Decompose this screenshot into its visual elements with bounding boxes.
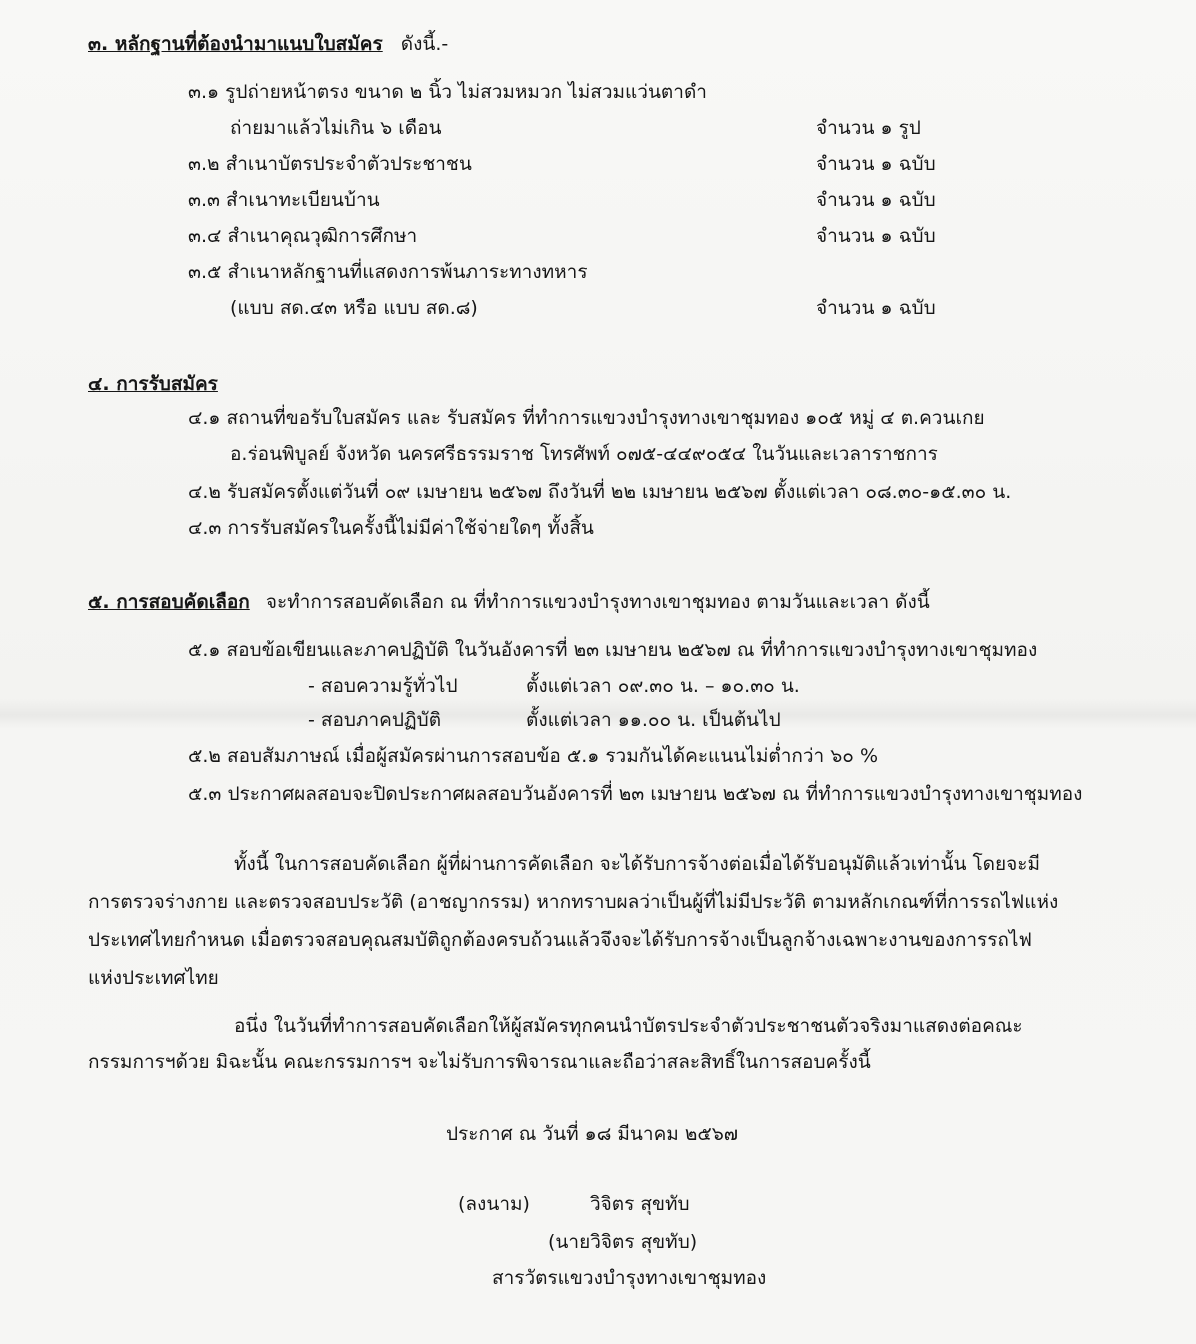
doc-item: ๓.๒ สำเนาบัตรประจำตัวประชาชน	[188, 153, 472, 175]
section5-line: ๕.๒ สอบสัมภาษณ์ เมื่อผู้สมัครผ่านการสอบข้อ ๕.๑ รวมกันได้คะแนนไม่ต่ำกว่า ๖๐ %	[188, 745, 878, 767]
doc-item: ๓.๓ สำเนาทะเบียนบ้าน	[188, 189, 380, 211]
paragraph-line: ทั้งนี้ ในการสอบคัดเลือก ผู้ที่ผ่านการคัดเลือก จะได้รับการจ้างต่อเมื่อได้รับอนุมัติแล้วเท่านั้น โดยจะมี	[234, 853, 1041, 875]
section3-heading-line	[88, 32, 448, 56]
doc-item: (แบบ สด.๔๓ หรือ แบบ สด.๘)	[230, 297, 478, 319]
section5-heading-line	[88, 590, 930, 614]
doc-item-qty: จำนวน ๑ ฉบับ	[816, 297, 936, 319]
section5-line: ๕.๓ ประกาศผลสอบจะปิดประกาศผลสอบวันอังคารที่ ๒๓ เมษายน ๒๕๖๗ ณ ที่ทำการแขวงบำรุงทางเขาชุมทอง	[188, 783, 1083, 805]
section3-heading: ๓. หลักฐานที่ต้องนำมาแนบใบสมัคร	[88, 33, 383, 55]
exam-sub-label: - สอบความรู้ทั่วไป	[308, 675, 458, 697]
paragraph-line: ประเทศไทยกำหนด เมื่อตรวจสอบคุณสมบัติถูกต้องครบถ้วนแล้วจึงจะได้รับการจ้างเป็นลูกจ้างเฉพาะงานของการรถไฟ	[88, 929, 1032, 951]
signer-full-name: (นายวิจิตร สุขทับ)	[548, 1231, 698, 1253]
section4-line: ๔.๑ สถานที่ขอรับใบสมัคร และ รับสมัคร ที่ทำการแขวงบำรุงทางเขาชุมทอง ๑๐๕ หมู่ ๔ ต.ควนเกย	[188, 407, 985, 429]
signer-position: สารวัตรแขวงบำรุงทางเขาชุมทอง	[492, 1267, 767, 1289]
section5-heading: ๕. การสอบคัดเลือก	[88, 591, 250, 613]
doc-item: ๓.๕ สำเนาหลักฐานที่แสดงการพ้นภาระทางทหาร	[188, 261, 588, 283]
paragraph-line: การตรวจร่างกาย และตรวจสอบประวัติ (อาชญากรรม) หากทราบผลว่าเป็นผู้ที่ไม่มีประวัติ ตามหลักเกณฑ์ที่การรถไฟแห่ง	[88, 891, 1059, 913]
section4-line: ๔.๓ การรับสมัครในครั้งนี้ไม่มีค่าใช้จ่ายใดๆ ทั้งสิ้น	[188, 517, 594, 539]
doc-item-qty: จำนวน ๑ ฉบับ	[816, 189, 936, 211]
doc-item-qty: จำนวน ๑ รูป	[816, 117, 921, 139]
doc-item: ถ่ายมาแล้วไม่เกิน ๖ เดือน	[230, 117, 442, 139]
section5-line: ๕.๑ สอบข้อเขียนและภาคปฏิบัติ ในวันอังคารที่ ๒๓ เมษายน ๒๕๖๗ ณ ที่ทำการแขวงบำรุงทางเขาชุมทอง	[188, 639, 1038, 661]
exam-sub-time: ตั้งแต่เวลา ๑๑.๐๐ น. เป็นต้นไป	[526, 709, 781, 731]
section4-line: อ.ร่อนพิบูลย์ จังหวัด นครศรีธรรมราช โทรศัพท์ ๐๗๕-๔๔๙๐๕๔ ในวันและเวลาราชการ	[230, 443, 938, 465]
section4-line: ๔.๒ รับสมัครตั้งแต่วันที่ ๐๙ เมษายน ๒๕๖๗ ถึงวันที่ ๒๒ เมษายน ๒๕๖๗ ตั้งแต่เวลา ๐๘.๓๐-๑๕.๓๐ น.	[188, 481, 1012, 503]
exam-sub-label: - สอบภาคปฏิบัติ	[308, 709, 442, 731]
doc-item-qty: จำนวน ๑ ฉบับ	[816, 225, 936, 247]
paragraph-line: อนึ่ง ในวันที่ทำการสอบคัดเลือกให้ผู้สมัครทุกคนนำบัตรประจำตัวประชาชนตัวจริงมาแสดงต่อคณะ	[234, 1015, 1023, 1037]
doc-item-qty: จำนวน ๑ ฉบับ	[816, 153, 936, 175]
doc-item: ๓.๔ สำเนาคุณวุฒิการศึกษา	[188, 225, 418, 247]
paragraph-line: แห่งประเทศไทย	[88, 967, 219, 989]
announce-date: ประกาศ ณ วันที่ ๑๘ มีนาคม ๒๕๖๗	[446, 1123, 739, 1145]
doc-item: ๓.๑ รูปถ่ายหน้าตรง ขนาด ๒ นิ้ว ไม่สวมหมวก ไม่สวมแว่นตาดำ	[188, 81, 707, 103]
paragraph-line: กรรมการฯด้วย มิฉะนั้น คณะกรรมการฯ จะไม่รับการพิจารณาและถือว่าสละสิทธิ์ในการสอบครั้งนี้	[88, 1051, 871, 1073]
sign-label: (ลงนาม)	[458, 1193, 530, 1215]
section3-heading-suffix: ดังนี้.-	[400, 33, 449, 55]
exam-sub-time: ตั้งแต่เวลา ๐๙.๓๐ น. – ๑๐.๓๐ น.	[526, 675, 800, 697]
sign-name: วิจิตร สุขทับ	[590, 1193, 690, 1215]
section5-heading-suffix: จะทำการสอบคัดเลือก ณ ที่ทำการแขวงบำรุงทางเขาชุมทอง ตามวันและเวลา ดังนี้	[265, 591, 930, 613]
section4-heading: ๔. การรับสมัคร	[88, 373, 218, 395]
